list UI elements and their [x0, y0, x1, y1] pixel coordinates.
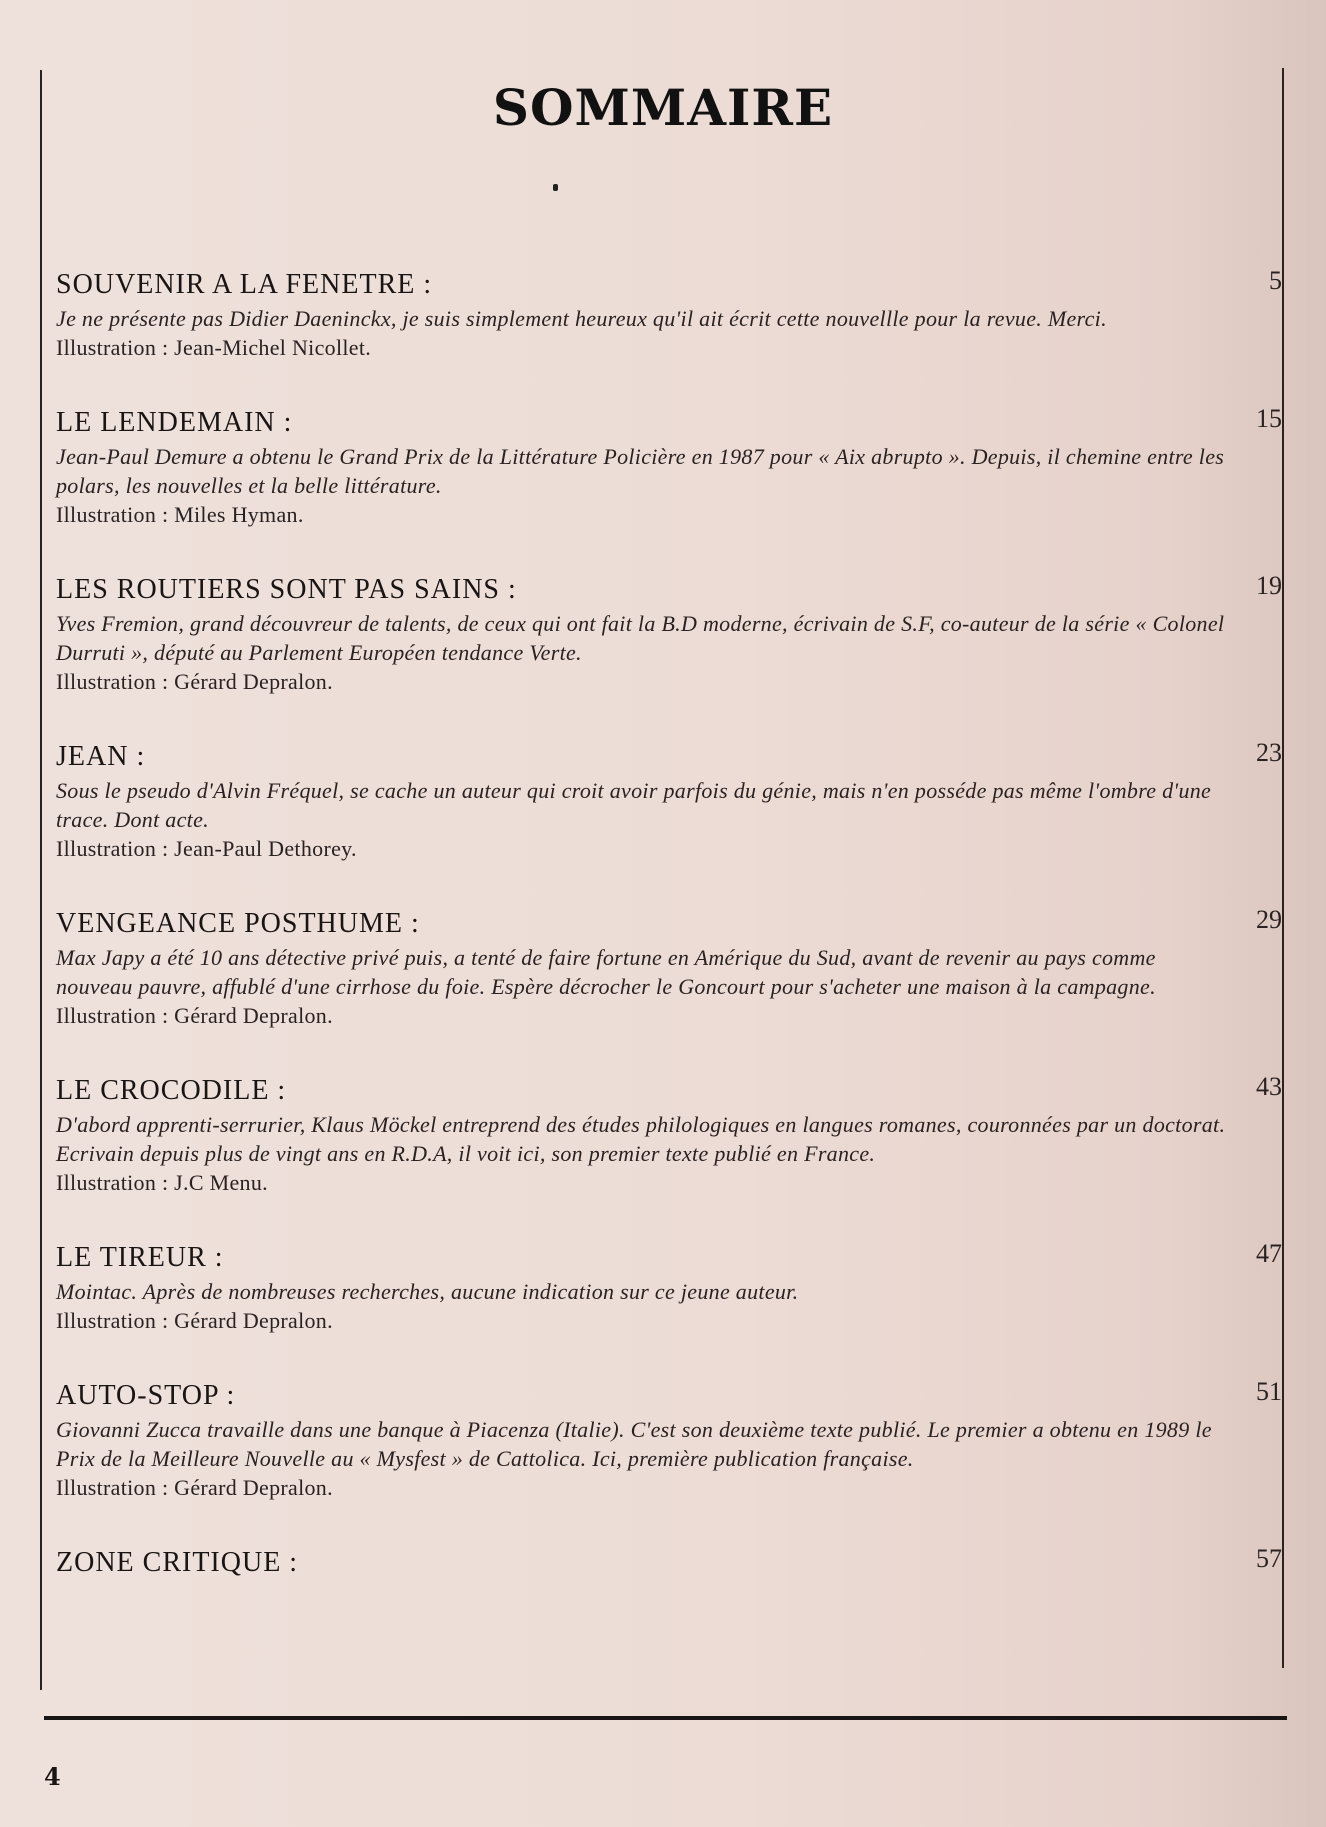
entry-title: LE LENDEMAIN : [56, 407, 293, 438]
toc-entry [56, 738, 1282, 864]
toc-entry [56, 404, 1282, 530]
entry-illustration: Illustration : Gérard Depralon. [56, 1308, 333, 1333]
entry-page-number: 57 [1256, 1544, 1282, 1573]
entry-page-number: 19 [1256, 571, 1282, 600]
entry-page-number: 5 [1269, 266, 1282, 295]
toc-entry [56, 905, 1282, 1031]
entry-illustration: Illustration : J.C Menu. [56, 1170, 268, 1195]
entry-description: Jean-Paul Demure a obtenu le Grand Prix de la Littérature Policière en 1987 pour « Aix abrupto ». Depuis, il chemine entre les polars, les nouvelles et la belle littérature. [56, 444, 1225, 498]
entry-page-number: 23 [1256, 738, 1282, 767]
toc-entry [56, 1072, 1282, 1198]
right-frame-rule [1282, 68, 1284, 1668]
toc-entry [56, 266, 1282, 363]
entry-title: LE TIREUR : [56, 1242, 224, 1273]
entry-description: Mointac. Après de nombreuses recherches, aucune indication sur ce jeune auteur. [56, 1279, 799, 1304]
entry-page-number: 15 [1256, 404, 1282, 433]
ornament-dot [553, 184, 558, 191]
toc-entry [56, 1544, 1282, 1580]
toc-entry [56, 1377, 1282, 1503]
entry-description: D'abord apprenti-serrurier, Klaus Möckel entreprend des études philologiques en langues romanes, couronnées par un doctorat. Ecrivain depuis plus de vingt ans en R.D.A, il voit ici, son premier texte publié en France. [56, 1112, 1226, 1166]
entry-title: SOUVENIR A LA FENETRE : [56, 269, 433, 300]
entry-illustration: Illustration : Gérard Depralon. [56, 1475, 333, 1500]
entry-page-number: 51 [1256, 1377, 1282, 1406]
entry-title: LES ROUTIERS SONT PAS SAINS : [56, 574, 517, 605]
entry-description: Sous le pseudo d'Alvin Fréquel, se cache un auteur qui croit avoir parfois du génie, mais n'en posséde pas même l'ombre d'une trace. Dont acte. [56, 778, 1212, 832]
bottom-rule [44, 1716, 1287, 1720]
entry-title: AUTO-STOP : [56, 1380, 236, 1411]
page-title: SOMMAIRE [492, 78, 834, 137]
page-folio: 4 [44, 1762, 61, 1791]
entry-description: Max Japy a été 10 ans détective privé puis, a tenté de faire fortune en Amérique du Sud, avant de revenir au pays comme nouveau pauvre, affublé d'une cirrhose du foie. Espère décrocher le Goncourt pour s'acheter une maison à la campagne. [56, 945, 1156, 999]
entry-illustration: Illustration : Gérard Depralon. [56, 1003, 333, 1028]
entry-illustration: Illustration : Jean-Paul Dethorey. [56, 836, 357, 861]
entry-title: JEAN : [56, 741, 146, 772]
entry-illustration: Illustration : Jean-Michel Nicollet. [56, 335, 372, 360]
entry-page-number: 47 [1256, 1239, 1282, 1268]
entry-illustration: Illustration : Gérard Depralon. [56, 669, 333, 694]
left-frame-rule [40, 70, 42, 1690]
entry-page-number: 29 [1256, 905, 1282, 934]
entry-title: LE CROCODILE : [56, 1075, 287, 1106]
entry-title: ZONE CRITIQUE : [56, 1547, 299, 1578]
entry-page-number: 43 [1256, 1072, 1282, 1101]
table-of-contents [56, 266, 1282, 1582]
entry-description: Giovanni Zucca travaille dans une banque à Piacenza (Italie). C'est son deuxième texte publié. Le premier a obtenu en 1989 le Prix de la Meilleure Nouvelle au « Mysfest » de Cattolica. Ici, première publication française. [56, 1417, 1212, 1471]
toc-entry [56, 571, 1282, 697]
toc-entry [56, 1239, 1282, 1336]
entry-description: Yves Fremion, grand découvreur de talents, de ceux qui ont fait la B.D moderne, écrivain de S.F, co-auteur de la série « Colonel Durruti », député au Parlement Européen tendance Verte. [56, 611, 1225, 665]
entry-description: Je ne présente pas Didier Daeninckx, je suis simplement heureux qu'il ait écrit cette nouvellle pour la revue. Merci. [56, 306, 1107, 331]
entry-title: VENGEANCE POSTHUME : [56, 908, 420, 939]
entry-illustration: Illustration : Miles Hyman. [56, 502, 304, 527]
